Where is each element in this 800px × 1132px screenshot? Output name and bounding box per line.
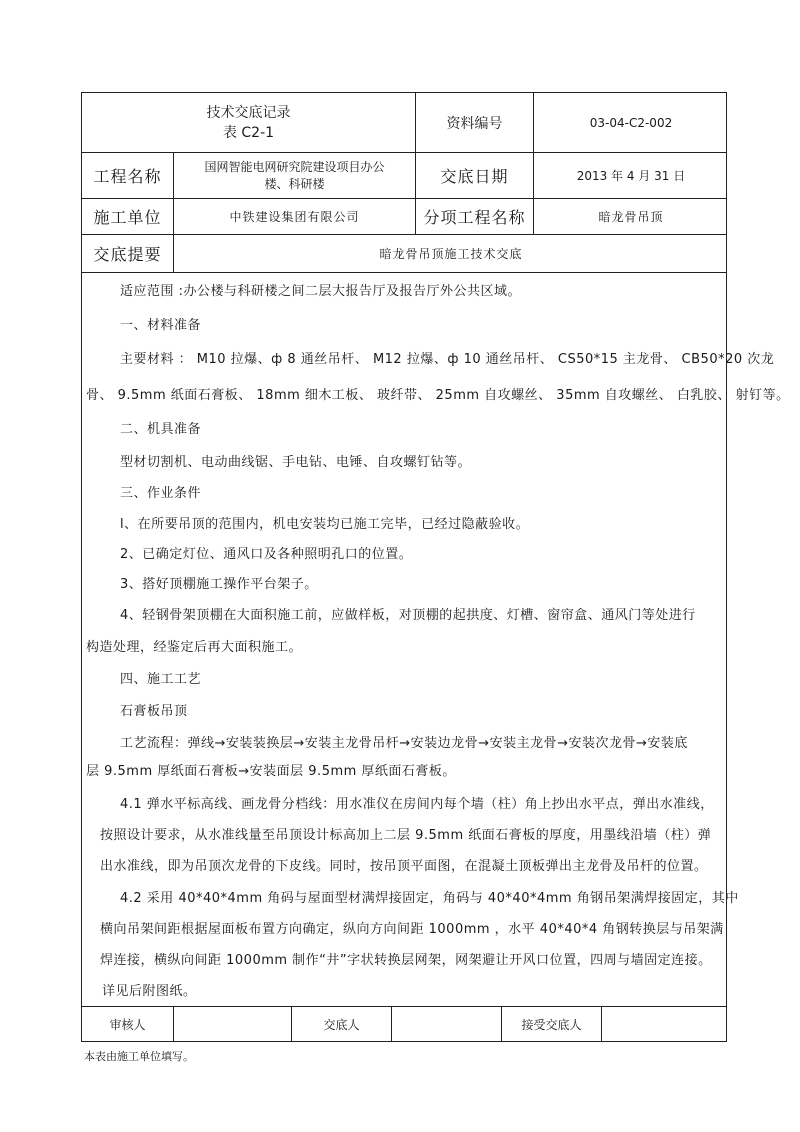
project-row bbox=[82, 153, 726, 199]
content-line: 构造处理，经鉴定后再大面积施工。 bbox=[86, 640, 303, 655]
disclosure-content bbox=[82, 284, 790, 1006]
presenter-signature-field[interactable] bbox=[392, 1007, 502, 1042]
receiver-signature-field[interactable] bbox=[602, 1007, 728, 1042]
content-line: 横向吊架间距根据屋面板布置方向确定，纵向方向间距 1000mm ，水平 40*40*4 角钢转换层与吊架满 bbox=[100, 922, 724, 937]
section-heading: 一、材料准备 bbox=[120, 318, 202, 333]
reviewer-label: 审核人 bbox=[82, 1007, 174, 1042]
form-title bbox=[82, 93, 416, 152]
unit-value: 中铁建设集团有限公司 bbox=[174, 199, 416, 234]
technical-disclosure-form bbox=[81, 92, 790, 1042]
content-line: 焊连接，横纵向间距 1000mm 制作“井”字状转换层网架，网架避让开风口位置，四周与墙固定连接。 bbox=[100, 953, 712, 968]
sub-heading: 石膏板吊顶 bbox=[120, 704, 188, 719]
doc-no-label: 资料编号 bbox=[416, 93, 534, 152]
section-heading: 二、机具准备 bbox=[120, 422, 202, 437]
summary-row bbox=[82, 235, 726, 273]
signature-row bbox=[82, 1006, 726, 1042]
unit-row bbox=[82, 199, 726, 235]
form-footnote: 本表由施工单位填写。 bbox=[84, 1050, 194, 1063]
content-line: 层 9.5mm 厚纸面石膏板→安装面层 9.5mm 厚纸面石膏板。 bbox=[86, 764, 456, 779]
section-heading: 三、作业条件 bbox=[120, 486, 202, 501]
presenter-label: 交底人 bbox=[292, 1007, 392, 1042]
form-title-line2: 表 C2-1 bbox=[222, 124, 275, 141]
reviewer-signature-field[interactable] bbox=[174, 1007, 292, 1042]
content-line: 3、搭好顶棚施工操作平台架子。 bbox=[120, 577, 318, 592]
unit-label: 施工单位 bbox=[82, 199, 174, 234]
date-value: 2013 年 4 月 31 日 bbox=[576, 169, 686, 183]
project-name-line1: 国网智能电网研究院建设项目办公 bbox=[204, 159, 385, 174]
content-line: 4.1 弹水平标高线、画龙骨分档线：用水准仪在房间内每个墙（柱）角上抄出水平点，弹出水准线， bbox=[120, 797, 714, 812]
content-line: 4、轻钢骨架顶棚在大面积施工前，应做样板，对顶棚的起拱度、灯槽、窗帘盒、通风门等处进行 bbox=[120, 608, 696, 623]
summary-value: 暗龙骨吊顶施工技术交底 bbox=[379, 247, 523, 261]
header-row bbox=[82, 93, 726, 153]
content-line: 主要材料 ： M10 拉爆、ф 8 通丝吊杆、 M12 拉爆、ф 10 通丝吊杆、 CS50*15 主龙骨、 CB50*20 次龙 bbox=[120, 352, 775, 367]
project-name-label: 工程名称 bbox=[82, 153, 174, 198]
content-line: 4.2 采用 40*40*4mm 角码与屋面型材满焊接固定，角码与 40*40*4mm 角钢吊架满焊接固定，其中 bbox=[120, 891, 739, 906]
project-name-value bbox=[174, 153, 416, 198]
sub-project-label: 分项工程名称 bbox=[416, 199, 534, 234]
project-name-line2: 楼、科研楼 bbox=[264, 176, 325, 191]
content-line: 出水准线，即为吊顶次龙骨的下皮线。同时，按吊顶平面图，在混凝土顶板弹出主龙骨及吊杆的位置。 bbox=[100, 859, 708, 874]
section-heading: 四、施工工艺 bbox=[120, 672, 202, 687]
content-line: 工艺流程：弹线→安装装换层→安装主龙骨吊杆→安装边龙骨→安装主龙骨→安装次龙骨→安装底 bbox=[120, 736, 688, 751]
content-line: 适应范围 :办公楼与科研楼之间二层大报告厅及报告厅外公共区域。 bbox=[120, 284, 522, 299]
date-label: 交底日期 bbox=[416, 153, 534, 198]
content-line: 骨、 9.5mm 纸面石膏板、 18mm 细木工板、 玻纤带、 25mm 自攻螺丝、 35mm 自攻螺丝、 白乳胶、 射钉等。 bbox=[86, 388, 790, 403]
content-line: l、在所要吊顶的范围内，机电安装均已施工完毕，已经过隐蔽验收。 bbox=[120, 517, 530, 532]
content-line: 型材切割机、电动曲线锯、手电钻、电锤、自攻螺钉钻等。 bbox=[120, 455, 472, 470]
content-line: 2、已确定灯位、通风口及各种照明孔口的位置。 bbox=[120, 547, 413, 562]
sub-project-value: 暗龙骨吊顶 bbox=[598, 210, 664, 224]
summary-label: 交底提要 bbox=[82, 235, 174, 272]
content-line: 按照设计要求，从水准线量至吊顶设计标高加上二层 9.5mm 纸面石膏板的厚度，用墨线沿墙（柱）弹 bbox=[100, 828, 712, 843]
receiver-label: 接受交底人 bbox=[502, 1007, 602, 1042]
form-title-line1: 技术交底记录 bbox=[206, 104, 291, 121]
content-line: 详见后附图纸。 bbox=[102, 984, 197, 999]
doc-no-value: 03-04-C2-002 bbox=[589, 115, 673, 130]
